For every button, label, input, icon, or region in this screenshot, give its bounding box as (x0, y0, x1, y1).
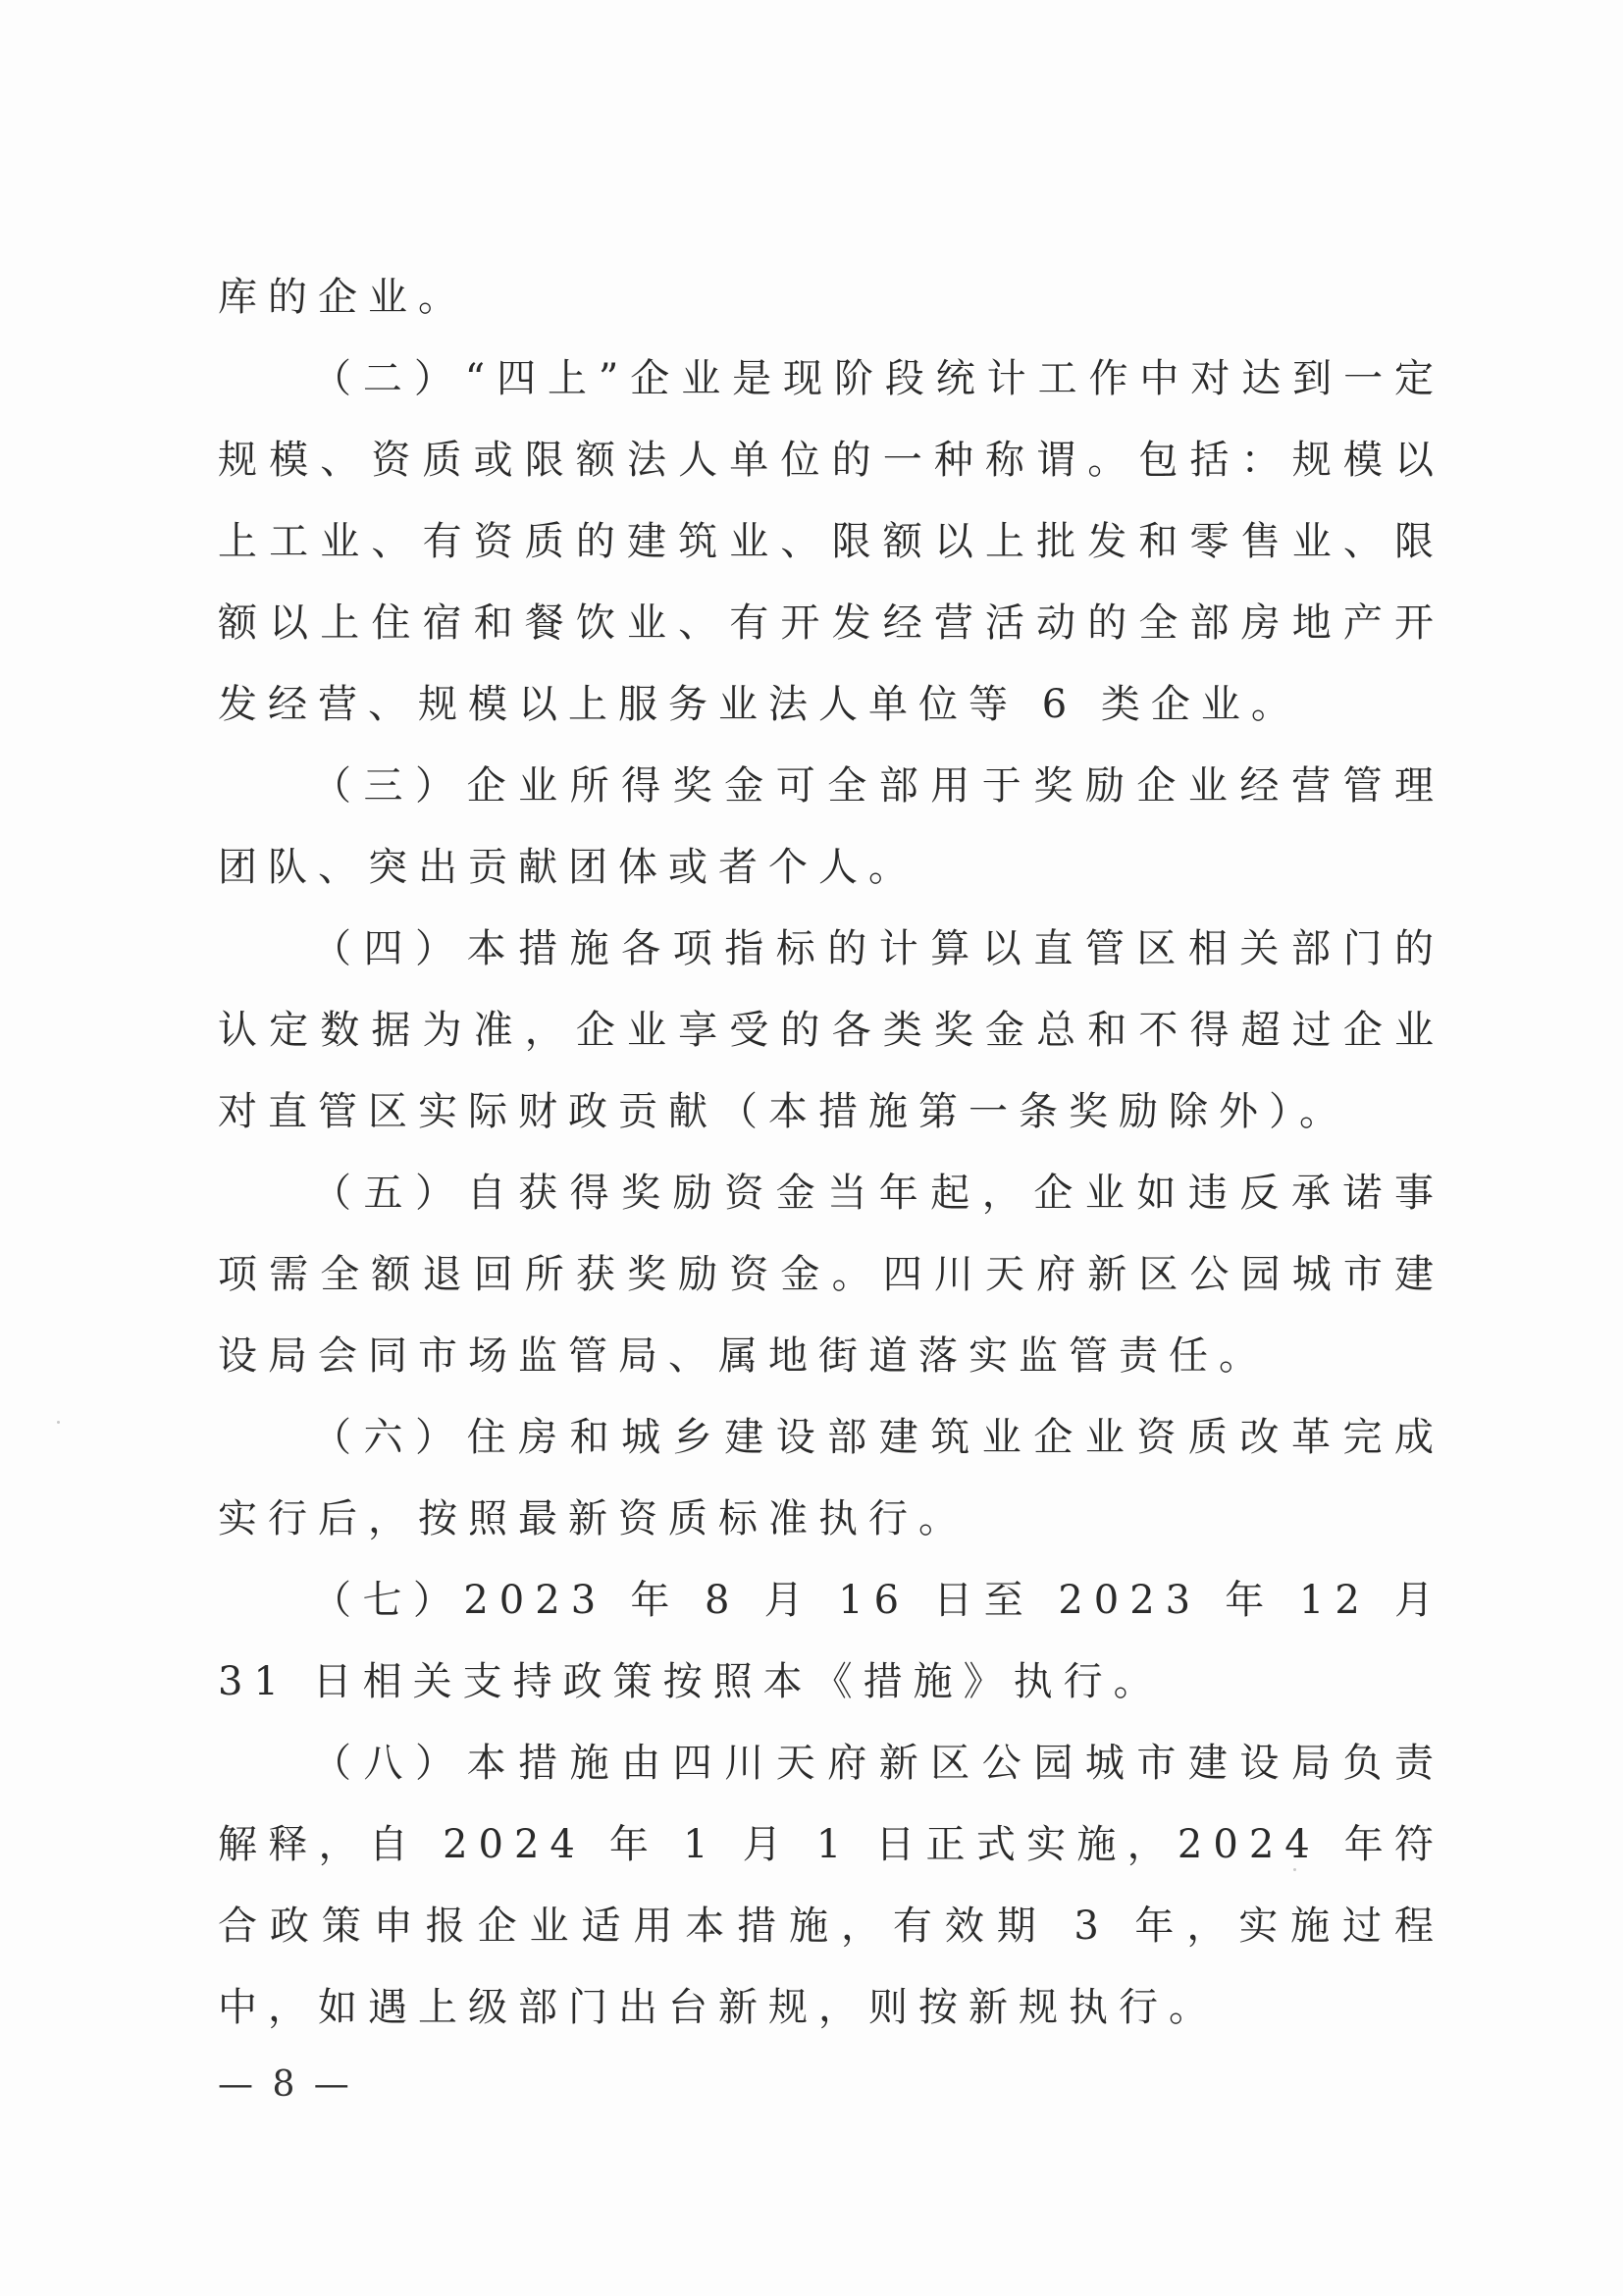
page-number: — 8 — (218, 2064, 353, 2105)
scan-speck (57, 1421, 60, 1424)
paragraph-item-4: （四）本措施各项指标的计算以直管区相关部门的认定数据为准，企业享受的各类奖金总和不得超过企业对直管区实际财政贡献（本措施第一条奖励除外）。 (218, 926, 1444, 1134)
paragraph-item-2: （二）“四上”企业是现阶段统计工作中对达到一定规模、资质或限额法人单位的一种称谓。包括：规模以上工业、有资质的建筑业、限额以上批发和零售业、限额以上住宿和餐饮业、有开发经营活动的全部房地产开发经营、规模以上服务业法人单位等 6 类企业。 (218, 356, 1444, 727)
paragraph-item-7: （七）2023 年 8 月 16 日至 2023 年 12 月 31 日相关支持政策按照本《措施》执行。 (218, 1578, 1444, 1704)
paragraph-item-8: （八）本措施由四川天府新区公园城市建设局负责解释，自 2024 年 1 月 1 日正式实施，2024 年符合政策申报企业适用本措施，有效期 3 年，实施过程中，如遇上级部门出台新规，则按新规执行。 (218, 1741, 1444, 2030)
paragraph-item-3: （三）企业所得奖金可全部用于奖励企业经营管理团队、突出贡献团体或者个人。 (218, 763, 1444, 890)
paragraph-continuation: 库的企业。 (218, 275, 468, 320)
paragraph-item-5: （五）自获得奖励资金当年起，企业如违反承诺事项需全额退回所获奖励资金。四川天府新区公园城市建设局会同市场监管局、属地街道落实监管责任。 (218, 1171, 1444, 1379)
paragraph-item-6: （六）住房和城乡建设部建筑业企业资质改革完成实行后，按照最新资质标准执行。 (218, 1415, 1444, 1541)
scan-speck (1293, 1868, 1296, 1871)
document-body (218, 257, 1444, 2049)
